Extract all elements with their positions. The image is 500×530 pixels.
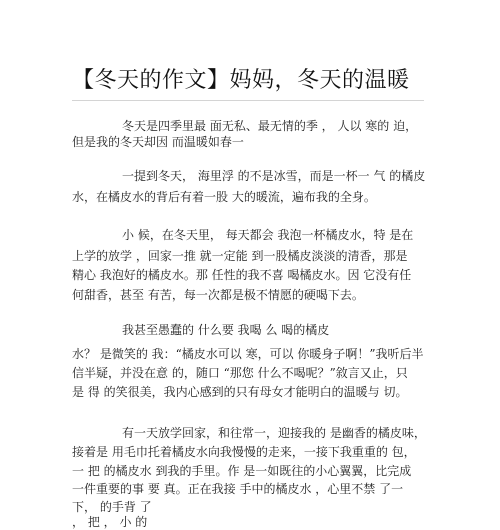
paragraph-4-line-4: 是 得 的笑很美，我内心感到的只有母女才能明白的温暖与 切。 — [72, 385, 408, 399]
paragraph-5-line-5: 下， 的手背 了 — [72, 500, 152, 514]
paragraph-4-line-3: 信半疑，并没在意 的，随口 “那您 什么不喝呢？”敘言又止，只 — [72, 366, 408, 380]
title-divider — [72, 100, 424, 101]
paragraph-2-line-1: 一提到冬天， 海里浮 的不是冰雪，而是一杯一 气 的橘皮 — [122, 169, 426, 183]
paragraph-3-line-4: 何甜香，甚至 有苦，每一次都是极不情愿的硬喝下去。 — [72, 288, 364, 302]
paragraph-3-line-2: 上学的放学 ，回家一推 就一定能 到一股橘皮淡淡的清香，那是 — [72, 249, 408, 263]
paragraph-4-line-1: 我甚至愚蠢的 什么要 我喝 么 喝的橘皮 — [122, 323, 330, 337]
paragraph-5-line-4: 一件重要的事 要 真。正在我接 手中的橘皮水 ，心里不禁 了一 — [72, 482, 404, 496]
paragraph-5-line-6: ， 把 ， 小 的 — [72, 515, 148, 529]
paragraph-4-line-2: 水？ 是微笑的 我：“橘皮水可以 寒，可以 你暖身子啊！”我听后半 — [72, 347, 424, 361]
paragraph-3-line-3: 精心 我泡好的橘皮水。那 任性的我不喜 喝橘皮水。因 它没有任 — [72, 268, 412, 282]
paragraph-2-line-2: 水，在橘皮水的背后有着一股 大的暖流，遍布我的全身。 — [72, 190, 376, 204]
page-title: 【冬天的作文】妈妈，冬天的温暖 — [72, 68, 410, 93]
paragraph-5-line-1: 有一天放学回家，和往常一，迎接我的 是幽香的橘皮味， — [122, 426, 426, 440]
paragraph-5-line-3: 一 把 的橘皮水 到我的手里。作 是一如既往的小心翼翼，比完成 — [72, 464, 412, 478]
paragraph-5-line-2: 接着是 用毛巾托着橘皮水向我慢慢的走来，一接下我重重的 包， — [72, 445, 416, 459]
paragraph-1-line-2: 但是我的冬天却因 而温暖如春一 — [72, 135, 244, 149]
paragraph-3-line-1: 小 候，在冬天里， 每天都会 我泡一杯橘皮水，特 是在 — [122, 228, 414, 242]
paragraph-1-line-1: 冬天是四季里最 面无私、最无情的季 ， 人以 寒的 迫， — [122, 119, 418, 133]
